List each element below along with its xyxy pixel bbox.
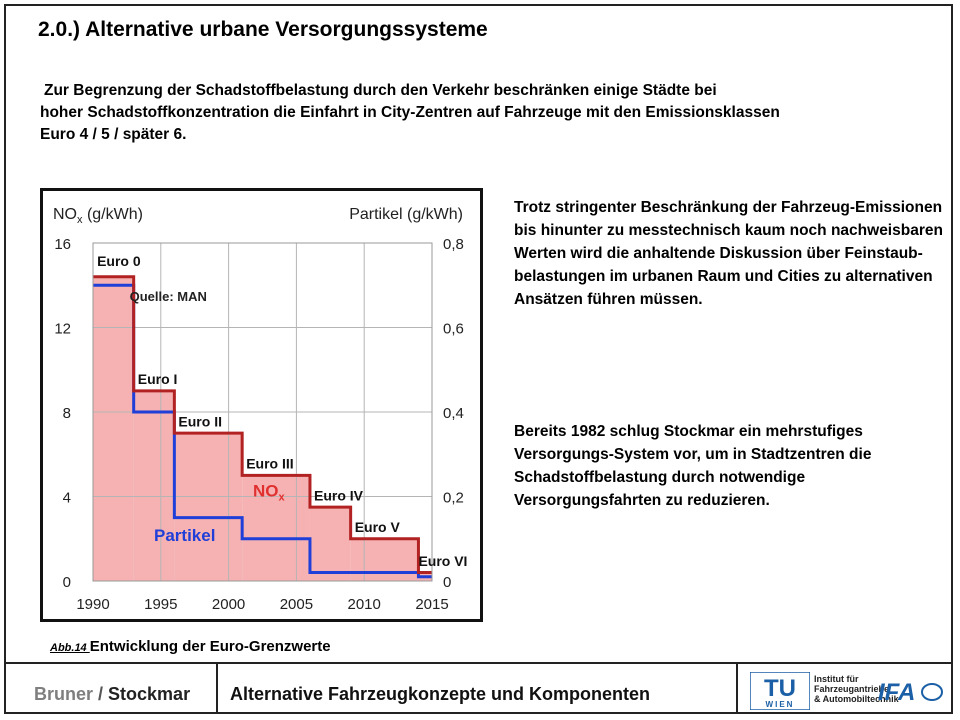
area-nox-step-2 <box>174 433 242 581</box>
stage-label-3: Euro III <box>246 455 294 472</box>
x-tick-label-2: 2000 <box>211 596 246 613</box>
slide-title: 2.0.) Alternative urbane Versorgungssysteme <box>38 18 488 41</box>
y-right-tick-label-0: 0 <box>443 574 452 591</box>
stage-label-1: Euro I <box>137 371 178 388</box>
y-left-tick-label-0: 0 <box>62 574 71 591</box>
area-nox-step-5 <box>351 539 419 581</box>
y-left-tick-label-3: 12 <box>54 320 71 338</box>
series-label-1: Partikel <box>154 525 216 545</box>
area-nox-step-4 <box>310 507 351 581</box>
tu-wien-logo <box>750 672 810 710</box>
y-left-axis-label: $NO_x$ (g/kWh) <box>53 206 143 226</box>
tu-logo-subtext: WIEN <box>765 700 795 709</box>
area-nox-step-1 <box>134 391 175 581</box>
footer-authors <box>34 684 190 705</box>
author-stockmar: Stockmar <box>108 684 191 704</box>
series-label-0: $NO_x$ <box>253 481 285 504</box>
source-label: Quelle: MAN <box>129 289 207 305</box>
y-right-tick-label-2: 0,4 <box>443 405 464 422</box>
stage-label-2: Euro II <box>178 413 222 430</box>
y-right-tick-label-4: 0,8 <box>443 236 464 253</box>
figure-caption <box>50 638 331 655</box>
institute-line-3: & Automobiltechnik <box>814 694 899 704</box>
paragraph-feinstaub: Trotz stringenter Beschränkung der Fahrzeug-Emissionen bis hinunter zu messtechnisch kaum noch nachweisbaren Werten wird die anhaltende Diskussion über Feinstaub-belastungen im urbanen Raum und Cities zu alternativen Ansätzen führen müssen. <box>514 199 943 308</box>
x-tick-label-4: 2010 <box>347 596 381 613</box>
caption-figure-number: Abb.14 <box>50 642 90 654</box>
y-left-tick-label-4: 16 <box>54 236 71 253</box>
area-nox-step-0 <box>93 277 134 581</box>
footer-course-title: Alternative Fahrzeugkonzepte und Komponenten <box>230 684 651 704</box>
x-tick-label-0: 1990 <box>76 596 110 613</box>
stage-label-6: Euro VI <box>418 552 468 569</box>
x-tick-label-3: 2005 <box>279 596 314 613</box>
y-left-tick-label-1: 4 <box>62 489 71 507</box>
stage-label-5: Euro V <box>354 519 400 536</box>
institute-line-2: Fahrzeugantriebe <box>814 684 890 694</box>
footer-separator-right <box>736 662 738 714</box>
intro-line-3: Euro 4 / 5 / später 6. <box>40 126 187 143</box>
footer-divider <box>4 662 953 664</box>
chart-svg <box>43 191 480 619</box>
caption-text: Entwicklung der Euro-Grenzwerte <box>89 638 331 655</box>
y-left-tick-label-2: 8 <box>62 405 71 422</box>
author-separator: / <box>93 684 109 704</box>
y-right-axis-label: Partikel (g/kWh) <box>349 206 463 223</box>
intro-line-2: hoher Schadstoffkonzentration die Einfahrt in City-Zentren auf Fahrzeuge mit den Emissionsklassen <box>40 104 780 121</box>
intro-line-1: Zur Begrenzung der Schadstoffbelastung durch den Verkehr beschränken einige Städte bei <box>44 82 717 99</box>
ifa-logo <box>876 676 944 706</box>
footer-separator-left <box>216 662 218 714</box>
author-bruner: Bruner <box>34 684 94 704</box>
euro-limits-chart <box>40 188 483 622</box>
institute-line-1: Institut für <box>814 674 859 684</box>
y-right-tick-label-3: 0,6 <box>443 320 464 338</box>
x-tick-label-1: 1995 <box>144 596 178 613</box>
ifa-logo-text: IFA <box>878 679 916 706</box>
y-right-tick-label-1: 0,2 <box>443 489 464 507</box>
tu-logo-text: TU <box>764 675 796 702</box>
x-tick-label-5: 2015 <box>415 596 449 613</box>
stage-label-4: Euro IV <box>314 487 364 504</box>
paragraph-stockmar: Bereits 1982 schlug Stockmar ein mehrstufiges Versorgungs-System vor, um in Stadtzentren die Schadstoffbelastung durch notwendige Versorgungsfahrten zu reduzieren. <box>514 423 872 509</box>
stage-label-0: Euro 0 <box>97 252 141 269</box>
intro-text <box>40 80 945 146</box>
